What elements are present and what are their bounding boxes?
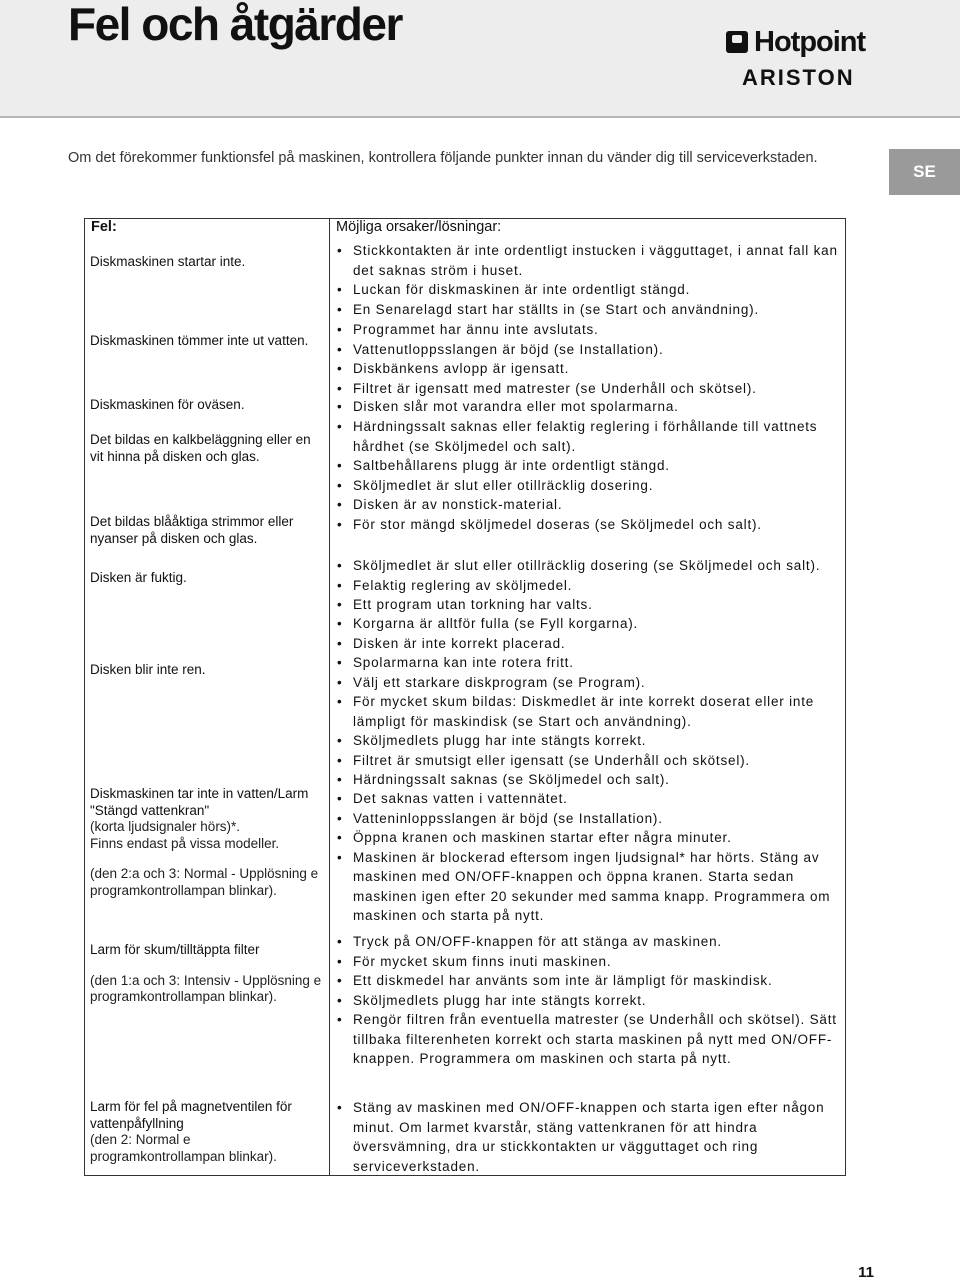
brand-subname: ARISTON [742, 65, 855, 90]
page-number: 11 [858, 1264, 874, 1281]
solution-list [333, 417, 838, 515]
fault-title: Det bildas en kalkbeläggning eller en vit hinna på disken och glas. [90, 432, 311, 464]
solution-list [333, 556, 838, 615]
faults-table [84, 218, 846, 1176]
solution-list [333, 397, 838, 417]
fault-spacer [90, 959, 326, 973]
solution-item: • Vatteninloppsslangen är böjd (se Installation). [333, 809, 838, 829]
solution-item: • Maskinen är blockerad eftersom ingen ljudsignal* har hörts. Stäng av maskinen med ON/OFF-knappen och öppna kranen. Starta sedan maskinen igen efter 20 sekunder med samma knapp. Programmera om maskinen och starta på nytt. [333, 848, 838, 926]
fault-item [90, 786, 326, 899]
fault-column-header: Fel: [91, 219, 117, 235]
solution-item: • Tryck på ON/OFF-knappen för att stänga av maskinen. [333, 932, 838, 952]
solution-item: • Disken slår mot varandra eller mot spolarmarna. [333, 397, 838, 417]
solution-item: • En Senarelagd start har ställts in (se Start och användning). [333, 300, 838, 320]
fault-item [90, 1099, 326, 1165]
solution-item: • Sköljmedlet är slut eller otillräcklig dosering. [333, 476, 838, 496]
fault-item [90, 662, 326, 679]
fault-title: Diskmaskinen startar inte. [90, 254, 246, 269]
hotpoint-logo-icon [726, 31, 748, 53]
solution-item: • Ett program utan torkning har valts. [333, 595, 838, 615]
solution-item: • Rengör filtren från eventuella matrester (se Underhåll och skötsel). Sätt tillbaka filterenheten korrekt och starta maskinen på nytt med ON/OFF-knappen. Programmera om maskinen och starta på nytt. [333, 1010, 838, 1069]
fault-detail: (den 2:a och 3: Normal - Upplösning e programkontrollampan blinkar). [90, 866, 319, 898]
solution-list [333, 515, 838, 535]
fault-item [90, 254, 326, 271]
solution-item: • Stickkontakten är inte ordentligt instucken i vägguttaget, i annat fall kan det saknas ström i huset. [333, 241, 838, 280]
language-tab: SE [889, 149, 960, 195]
fault-item [90, 333, 326, 350]
brand-name: Hotpoint [754, 26, 866, 58]
solution-item: • Luckan för diskmaskinen är inte ordentligt stängd. [333, 280, 838, 300]
fault-title: Disken blir inte ren. [90, 662, 206, 677]
fault-spacer [90, 852, 326, 866]
solution-item: • Spolarmarna kan inte rotera fritt. [333, 653, 838, 673]
solution-list [333, 789, 838, 926]
fault-title: Diskmaskinen tar inte in vatten/Larm "Stängd vattenkran" [90, 786, 309, 818]
fault-detail: (den 2: Normal e programkontrollampan blinkar). [90, 1132, 277, 1164]
fault-title: Diskmaskinen för oväsen. [90, 397, 245, 412]
fault-title: Disken är fuktig. [90, 570, 187, 585]
intro-text: Om det förekommer funktionsfel på maskinen, kontrollera följande punkter innan du vänder dig till serviceverkstaden. [68, 150, 818, 166]
solution-item: • Programmet har ännu inte avslutats. [333, 320, 838, 340]
solution-item: • Korgarna är alltför fulla (se Fyll korgarna). [333, 614, 838, 634]
solution-item: • För stor mängd sköljmedel doseras (se Sköljmedel och salt). [333, 515, 838, 535]
solution-item: • Disken är av nonstick-material. [333, 495, 838, 515]
fault-item [90, 432, 326, 465]
solution-list [333, 932, 838, 1069]
column-divider [329, 219, 330, 1175]
fault-item [90, 570, 326, 587]
solution-item: • Stäng av maskinen med ON/OFF-knappen och starta igen efter någon minut. Om larmet kvarstår, stäng vattenkranen för att hindra översvämning, dra ur stickkontakten ur vägguttaget och ring serviceverkstaden. [333, 1098, 838, 1176]
fault-detail: (den 1:a och 3: Intensiv - Upplösning e programkontrollampan blinkar). [90, 972, 322, 1004]
solution-item: • Felaktig reglering av sköljmedel. [333, 576, 838, 596]
solution-item: • Diskbänkens avlopp är igensatt. [333, 359, 838, 379]
solution-item: • Vattenutloppsslangen är böjd (se Installation). [333, 340, 838, 360]
page-title: Fel och åtgärder [68, 0, 402, 50]
solution-item: • Härdningssalt saknas eller felaktig reglering i förhållande till vattnets hårdhet (se Sköljmedel och salt). [333, 417, 838, 456]
solution-item: • Välj ett starkare diskprogram (se Program). [333, 673, 838, 693]
fault-detail: (korta ljudsignaler hörs)*. [90, 819, 241, 834]
solution-list [333, 241, 838, 319]
page-header [0, 0, 960, 118]
solution-item: • Saltbehållarens plugg är inte ordentligt stängd. [333, 456, 838, 476]
solution-list [333, 1098, 838, 1176]
brand-logo [726, 26, 876, 92]
fault-title: Larm för fel på magnetventilen för vattenpåfyllning [90, 1099, 292, 1131]
solution-item: • Disken är inte korrekt placerad. [333, 634, 838, 654]
solution-item: • Sköljmedlets plugg har inte stängts korrekt. [333, 731, 838, 751]
fault-detail: Finns endast på vissa modeller. [90, 835, 280, 851]
solution-item: • För mycket skum bildas: Diskmedlet är inte korrekt doserat eller inte lämpligt för maskindisk (se Start och användning). [333, 692, 838, 731]
solution-list [333, 614, 838, 790]
solution-item: • Sköljmedlet är slut eller otillräcklig dosering (se Sköljmedel och salt). [333, 556, 838, 576]
logo-top [726, 26, 876, 58]
solution-item: • Filtret är igensatt med matrester (se Underhåll och skötsel). [333, 379, 838, 399]
solution-item: • Det saknas vatten i vattennätet. [333, 789, 838, 809]
solution-column-header: Möjliga orsaker/lösningar: [336, 219, 502, 235]
fault-title: Det bildas blååktiga strimmor eller nyanser på disken och glas. [90, 514, 294, 546]
fault-title: Diskmaskinen tömmer inte ut vatten. [90, 333, 309, 348]
solution-item: • Filtret är smutsigt eller igensatt (se Underhåll och skötsel). [333, 751, 838, 771]
fault-item [90, 397, 326, 414]
fault-item [90, 514, 326, 547]
solution-item: • Sköljmedlets plugg har inte stängts korrekt. [333, 991, 838, 1011]
solution-list [333, 320, 838, 398]
solution-item: • Öppna kranen och maskinen startar efter några minuter. [333, 828, 838, 848]
solution-item: • För mycket skum finns inuti maskinen. [333, 952, 838, 972]
solution-item: • Härdningssalt saknas (se Sköljmedel och salt). [333, 770, 838, 790]
fault-title: Larm för skum/tilltäppta filter [90, 942, 260, 957]
fault-item [90, 942, 326, 1006]
solution-item: • Ett diskmedel har använts som inte är lämpligt för maskindisk. [333, 971, 838, 991]
